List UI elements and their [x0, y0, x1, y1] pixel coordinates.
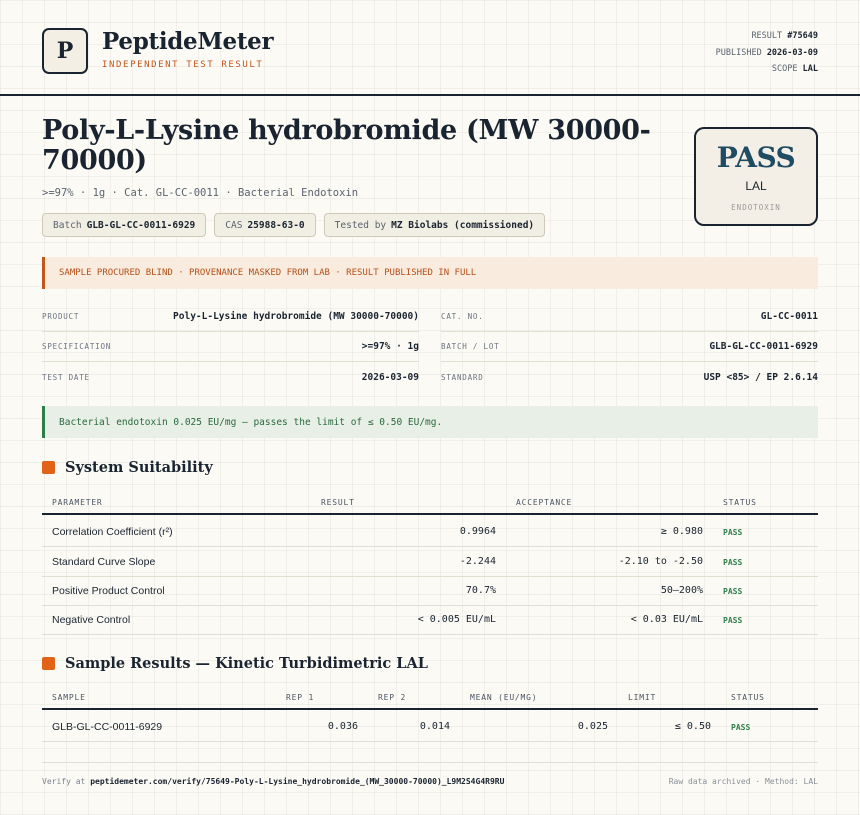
result-cell: < 0.005 EU/mL [417, 614, 496, 625]
scope-label: SCOPE [771, 64, 798, 74]
scope-value: LAL [802, 64, 818, 74]
sample-table-header [42, 686, 818, 710]
parameter-cell: Correlation Coefficient (r²) [52, 526, 173, 538]
table-row [42, 576, 818, 606]
status-badge: PASS [731, 723, 751, 732]
column-header: SAMPLE [52, 693, 86, 702]
result-cell: 70.7% [465, 585, 496, 596]
status-badge: PASS [723, 616, 743, 625]
table-row [42, 605, 818, 635]
acceptance-cell: < 0.03 EU/mL [630, 614, 703, 625]
stamp-category: ENDOTOXIN [731, 203, 781, 212]
verify-line [42, 777, 504, 786]
section-title: System Suitability [65, 459, 213, 476]
sample-cell: GLB-GL-CC-0011-6929 [52, 721, 163, 733]
info-label: SPECIFICATION [42, 342, 112, 351]
column-header: PARAMETER [52, 498, 103, 507]
rep1-cell: 0.036 [327, 721, 358, 732]
info-value: GL-CC-0011 [760, 311, 818, 322]
info-value: 2026-03-09 [361, 371, 419, 383]
result-cell: 0.9964 [459, 526, 496, 537]
verify-prefix: Verify at [42, 777, 86, 786]
batch-chip [42, 213, 206, 237]
column-header: LIMIT [628, 693, 657, 702]
chip-label: CAS [225, 219, 243, 231]
info-value: USP <85> / EP 2.6.14 [703, 371, 818, 383]
product-subtitle: >=97% · 1g · Cat. GL-CC-0011 · Bacterial Endotoxin [42, 187, 359, 199]
brand-tagline: INDEPENDENT TEST RESULT [102, 60, 264, 70]
info-label: STANDARD [441, 372, 484, 382]
column-header: MEAN (EU/MG) [470, 693, 538, 702]
info-row-standard [441, 362, 818, 392]
suitability-table-header [42, 491, 818, 515]
info-label: BATCH / LOT [441, 342, 500, 351]
acceptance-cell: ≥ 0.980 [660, 526, 703, 537]
section-title: Sample Results — Kinetic Turbidimetric LAL [65, 655, 428, 672]
rep2-cell: 0.014 [419, 721, 450, 732]
result-summary: Bacterial endotoxin 0.025 EU/mg — passes the limit of ≤ 0.50 EU/mg. [42, 406, 818, 438]
acceptance-cell: 50–200% [660, 585, 703, 596]
stamp-verdict: PASS [716, 141, 796, 174]
report-header [0, 0, 860, 96]
info-row-specification [42, 332, 419, 362]
verify-link[interactable]: peptidemeter.com/verify/75649-Poly-L-Lysine_hydrobromide_(MW_30000-70000)_L9M2S4G4R9RU [90, 777, 505, 786]
status-badge: PASS [723, 528, 743, 537]
column-header: REP 2 [378, 693, 407, 702]
column-header: RESULT [321, 498, 355, 507]
result-id: #75649 [787, 31, 818, 41]
published-label: PUBLISHED [715, 47, 762, 58]
blind-notice: SAMPLE PROCURED BLIND · PROVENANCE MASKED FROM LAB · RESULT PUBLISHED IN FULL [42, 257, 818, 289]
column-header: ACCEPTANCE [516, 498, 573, 507]
column-header: STATUS [731, 693, 765, 702]
table-row [42, 547, 818, 577]
info-label: PRODUCT [42, 312, 80, 321]
chip-value: MZ Biolabs (commissioned) [391, 219, 535, 231]
product-title: Poly-L-Lysine hydrobromide (MW 30000-70000) [42, 115, 651, 176]
result-label: RESULT [751, 31, 783, 41]
chip-value: GLB-GL-CC-0011-6929 [86, 219, 196, 231]
section-sample-results [42, 655, 428, 672]
report-footer [42, 762, 818, 802]
tested-by-chip [324, 213, 545, 237]
brand-logo: P [42, 28, 88, 74]
chip-value: 25988-63-0 [247, 219, 305, 231]
product-chips [42, 213, 545, 237]
parameter-cell: Standard Curve Slope [52, 556, 156, 568]
chip-label: Batch [53, 219, 82, 231]
parameter-cell: Positive Product Control [52, 585, 165, 597]
info-row-batch-lot [441, 332, 818, 362]
mean-cell: 0.025 [577, 721, 608, 732]
archive-note: Raw data archived · Method: LAL [668, 777, 818, 786]
info-label: CAT. NO. [441, 312, 484, 321]
column-header: STATUS [723, 498, 757, 507]
result-cell: -2.244 [459, 556, 496, 567]
info-row-product [42, 302, 419, 332]
info-row-test-date [42, 362, 419, 392]
info-row-cat-no [441, 302, 818, 332]
status-badge: PASS [723, 587, 743, 596]
section-system-suitability [42, 459, 213, 476]
section-marker [42, 461, 55, 474]
result-meta [716, 28, 818, 78]
info-label: TEST DATE [42, 372, 90, 382]
limit-cell: ≤ 0.50 [674, 721, 711, 732]
section-marker [42, 657, 55, 670]
published-date: 2026-03-09 [766, 47, 818, 58]
stamp-method: LAL [745, 179, 767, 193]
info-value: Poly-L-Lysine hydrobromide (MW 30000-70000) [173, 311, 419, 322]
table-row [42, 517, 818, 547]
chip-label: Tested by [334, 219, 387, 231]
brand-name: PeptideMeter [102, 28, 274, 55]
pass-stamp [694, 127, 818, 226]
column-header: REP 1 [286, 693, 315, 702]
info-value: GLB-GL-CC-0011-6929 [709, 341, 818, 352]
parameter-cell: Negative Control [52, 614, 131, 626]
info-value: >=97% · 1g [361, 341, 419, 352]
cas-chip [214, 213, 315, 237]
table-row [42, 712, 818, 742]
acceptance-cell: -2.10 to -2.50 [618, 556, 703, 567]
status-badge: PASS [723, 558, 743, 567]
